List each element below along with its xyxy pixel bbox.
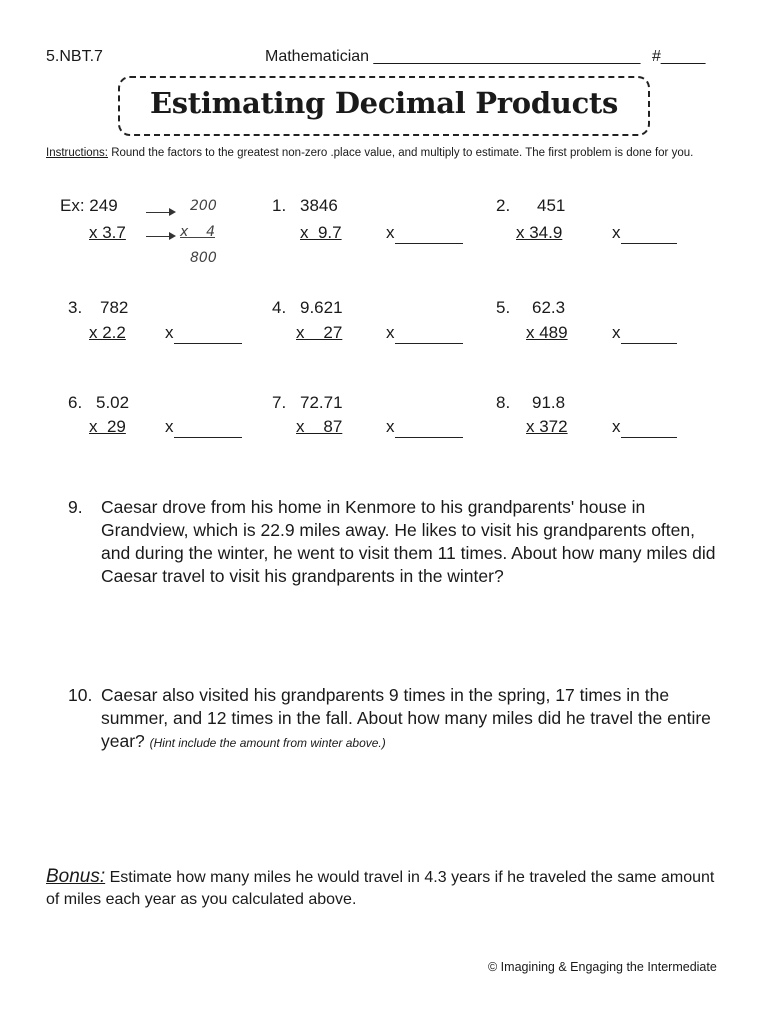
problem-number: 1.	[272, 196, 287, 215]
times-symbol: x	[386, 223, 395, 242]
problem-number: 3.	[68, 298, 83, 317]
word-problem-text: Caesar drove from his home in Kenmore to his grandparents' house in Grandview, which is 22.9 miles away. He likes to visit his grandparents often, and during the winter, he went to visit them 11 times. About how many miles did Caesar travel to visit his grandparents in the winter?	[101, 497, 716, 586]
times-symbol: x	[612, 223, 621, 242]
problem-number: 6.	[68, 393, 83, 412]
bonus-text: Estimate how many miles he would travel in 4.3 years if he traveled the same amount of miles each year as you calculated above.	[46, 869, 715, 908]
word-problem-text: Caesar also visited his grandparents 9 times in the spring, 17 times in the summer, and 12 times in the fall. About how many miles did he travel the entire year?	[101, 685, 711, 751]
estimate-answer-field[interactable]	[165, 322, 242, 344]
estimate-answer-field[interactable]	[386, 416, 463, 438]
worksheet-title: Estimating Decimal Products	[149, 86, 619, 120]
times-symbol: x	[165, 323, 174, 342]
problem-factor-2: x 9.7	[300, 223, 342, 242]
problem-number: 5.	[496, 298, 511, 317]
problem-number: 2.	[496, 196, 511, 215]
example-factor-1: Ex: 249	[60, 196, 118, 215]
bonus-question	[46, 866, 726, 911]
problem-factor-2: x 2.2	[89, 323, 126, 342]
problem-factor-1: 782	[100, 298, 129, 317]
arrow-right-icon	[146, 236, 174, 237]
estimate-answer-field[interactable]	[165, 416, 242, 438]
estimate-answer-field[interactable]	[386, 322, 463, 344]
word-problem	[68, 496, 728, 588]
problem-number: 7.	[272, 393, 287, 412]
instructions-text: Round the factors to the greatest non-zero .place value, and multiply to estimate. The first problem is done for you.	[108, 147, 694, 159]
times-symbol: x	[612, 417, 621, 436]
instructions	[46, 146, 726, 160]
times-symbol: x	[386, 417, 395, 436]
estimate-answer-field[interactable]	[612, 322, 677, 344]
bonus-label: Bonus:	[46, 866, 106, 887]
problem-factor-2: x 489	[526, 323, 568, 342]
problem-factor-2: x 372	[526, 417, 568, 436]
estimate-answer-field[interactable]	[612, 222, 677, 244]
problem-number: 8.	[496, 393, 511, 412]
word-problem-body	[101, 684, 728, 755]
example-rounded-2: x 4	[180, 224, 215, 240]
number-field[interactable]: #_____	[652, 48, 706, 65]
word-problem-number: 10.	[68, 685, 93, 705]
example-factor-2: x 3.7	[89, 223, 126, 242]
problem-factor-2: x 27	[296, 323, 343, 342]
word-problem-number: 9.	[68, 497, 83, 517]
problem-number: 4.	[272, 298, 287, 317]
word-problem-hint: (Hint include the amount from winter above.)	[149, 736, 386, 750]
copyright-footer: © Imagining & Engaging the Intermediate	[488, 960, 717, 974]
estimate-answer-field[interactable]	[612, 416, 677, 438]
problem-factor-2: x 29	[89, 417, 126, 436]
times-symbol: x	[612, 323, 621, 342]
standard-code: 5.NBT.7	[46, 48, 103, 65]
example-product: 800	[190, 250, 217, 266]
example-rounded-1: 200	[190, 198, 217, 214]
problem-factor-1: 91.8	[532, 393, 566, 412]
problem-factor-1: 62.3	[532, 298, 566, 317]
problem-factor-1: 5.02	[96, 393, 130, 412]
word-problem	[68, 684, 728, 755]
arrow-right-icon	[146, 212, 174, 213]
estimate-answer-field[interactable]	[386, 222, 463, 244]
problem-factor-2: x 87	[296, 417, 343, 436]
problem-factor-1: 451	[537, 196, 566, 215]
times-symbol: x	[386, 323, 395, 342]
problem-factor-2: x 34.9	[516, 223, 563, 242]
problem-factor-1: 3846	[300, 196, 338, 215]
times-symbol: x	[165, 417, 174, 436]
problem-factor-1: 9.621	[300, 298, 343, 317]
problem-factor-1: 72.71	[300, 393, 343, 412]
name-field[interactable]: Mathematician ______________________________	[265, 48, 641, 65]
instructions-label: Instructions:	[46, 147, 108, 159]
